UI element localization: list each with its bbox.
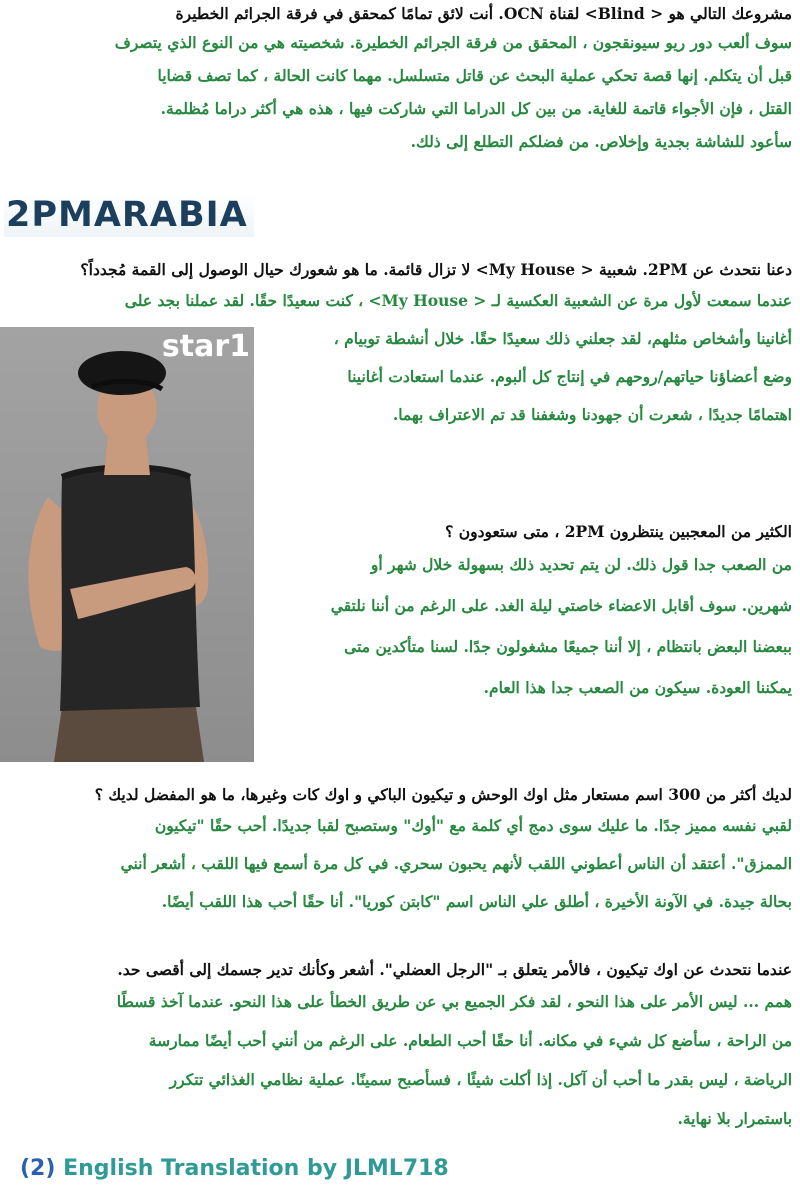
answer-line: أغانينا وأشخاص مثلهم، لقد جعلني ذلك سعيدًا حقًا. خلال أنشطة توبيام ، [333,329,792,348]
answer-line: يمكننا العودة. سيكون من الصعب جدا هذا العام. [483,678,792,697]
intro-section [6,2,792,158]
answer-line: قبل أن يتكلم. إنها قصة تحكي عملية البحث عن قاتل متسلسل. مهما كانت الحالة ، كما تصف قضايا [157,66,792,85]
answer-line: بحالة جيدة. في الآونة الأخيرة ، أطلق علي الناس اسم "كابتن كوريا". أنا حقًا أحب هذا اللقب أيضًا. [161,892,792,911]
page-number: (2) [20,1156,56,1181]
credit-text: English Translation by JLML718 [63,1156,449,1181]
question-text: مشروعك التالي هو < Blind> لقناة OCN. أنت لائق تمامًا كمحقق في فرقة الجرائم الخطيرة [175,4,792,23]
comeback-section [6,520,792,708]
question-text: الكثير من المعجبين ينتظرون 2PM ، متى ستعودون ؟ [445,522,792,541]
answer-line: لقبي نفسه مميز جدًا. ما عليك سوى دمج أي كلمة مع "أوك" وستصبح لقبا جديدًا. أحب حقًا "تيكيون [154,816,792,835]
question-text: عندما نتحدث عن اوك تيكيون ، فالأمر يتعلق بـ "الرجل العضلي". أشعر وكأنك تدير جسمك إلى أقصى حد. [117,960,792,979]
answer-line: سوف ألعب دور ريو سيونقجون ، المحقق من فرقة الجرائم الخطيرة. شخصيته هي من النوع الذي يتصرف [114,33,792,52]
answer-line: باستمرار بلا نهاية. [677,1109,792,1128]
answer-line: اهتمامًا جديدًا ، شعرت أن جهودنا وشغفنا قد تم الاعتراف بهما. [392,405,792,424]
answer-line: وضع أعضاؤنا حياتهم/روحهم في إنتاج كل ألبوم. عندما استعادت أغانينا [347,367,792,386]
translation-credit [20,1156,449,1181]
answer-line: القتل ، فإن الأجواء قاتمة للغاية. من بين كل الدراما التي شاركت فيها ، هذه هي أكثر دراما مُظلمة. [160,99,792,118]
muscle-section [6,958,792,1138]
answer-line: من الراحة ، سأضع كل شيء في مكانه. أنا حقًا أحب الطعام. على الرغم من أنني أحب أيضًا ممارسة [148,1031,792,1050]
answer-line: من الصعب جدا قول ذلك. لن يتم تحديد ذلك بسهولة خلال شهر أو [370,555,792,574]
answer-line: همم ... ليس الأمر على هذا النحو ، لقد فكر الجميع بي عن طريق الخطأ على هذا النحو. عندما آخذ قسطًا [116,992,792,1011]
answer-line: عندما سمعت لأول مرة عن الشعبية العكسية لـ < My House> ، كنت سعيدًا حقًا. لقد عملنا بجد على [124,291,792,310]
answer-line: سأعود للشاشة بجدية وإخلاص. من فضلكم التطلع إلى ذلك. [410,132,792,151]
question-text: دعنا نتحدث عن 2PM. شعبية < My House> لا تزال قائمة. ما هو شعورك حيال الوصول إلى القمة مُجدداً؟ [80,260,792,279]
site-logo: 2PMARABIA [4,193,254,237]
magazine-brand: star1 [161,329,250,364]
answer-line: شهرين. سوف أقابل الاعضاء خاصتي ليلة الغد. على الرغم من أننا نلتقي [330,596,792,615]
answer-line: ببعضنا البعض بانتظام ، إلا أننا جميعًا مشغولون جدًا. لسنا متأكدين متى [344,637,792,656]
question-text: لديك أكثر من 300 اسم مستعار مثل اوك الوحش و تيكيون الباكي و اوك كات وغيرها، ما هو المفضل لديك ؟ [94,785,792,804]
nickname-section [6,783,792,921]
answer-line: الممزق". أعتقد أن الناس أعطوني اللقب لأنهم يحبون سحري. في كل مرة أسمع فيها اللقب ، أشعر أنني [120,854,792,873]
answer-line: الرياضة ، ليس بقدر ما أحب أن آكل. إذا أكلت شيئًا ، فسأصبح سمينًا. عملية نظامي الغذائي تتكرر [169,1070,792,1089]
